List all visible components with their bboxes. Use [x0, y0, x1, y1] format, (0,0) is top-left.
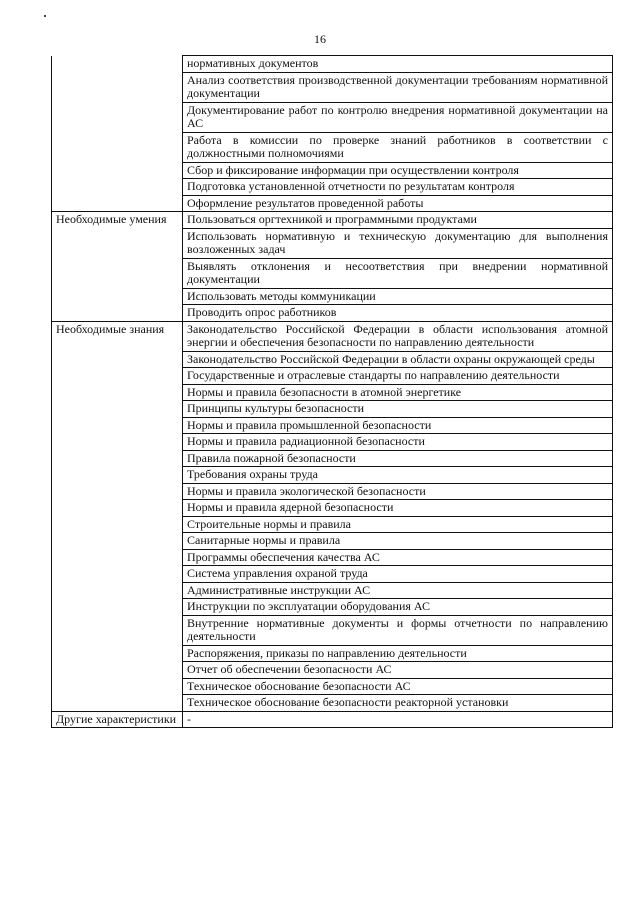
section-label: Необходимые умения: [52, 212, 183, 322]
scan-dot: [44, 15, 46, 17]
table-row: [52, 56, 613, 73]
section-item: Распоряжения, приказы по направлению деятельности: [183, 645, 613, 662]
section-item: нормативных документов: [183, 56, 613, 73]
section-label: Необходимые знания: [52, 321, 183, 711]
section-item: Нормы и правила экологической безопасности: [183, 483, 613, 500]
section-item: Административные инструкции АС: [183, 582, 613, 599]
section-item: Проводить опрос работников: [183, 305, 613, 322]
section-item: Законодательство Российской Федерации в области использования атомной энергии и обеспечения безопасности по направлению деятельности: [183, 321, 613, 351]
section-label: Другие характеристики: [52, 711, 183, 728]
section-item: Нормы и правила безопасности в атомной энергетике: [183, 384, 613, 401]
section-item: Документирование работ по контролю внедрения нормативной документации на АС: [183, 102, 613, 132]
section-item: Отчет об обеспечении безопасности АС: [183, 662, 613, 679]
section-item: Подготовка установленной отчетности по результатам контроля: [183, 179, 613, 196]
table-row: [52, 212, 613, 229]
section-item: Программы обеспечения качества АС: [183, 549, 613, 566]
section-item: Принципы культуры безопасности: [183, 401, 613, 418]
section-item: Техническое обоснование безопасности реакторной установки: [183, 695, 613, 712]
section-item: Сбор и фиксирование информации при осуществлении контроля: [183, 162, 613, 179]
section-item: -: [183, 711, 613, 728]
section-item: Правила пожарной безопасности: [183, 450, 613, 467]
section-item: Использовать методы коммуникации: [183, 288, 613, 305]
section-item: Нормы и правила промышленной безопасности: [183, 417, 613, 434]
section-item: Работа в комиссии по проверке знаний работников в соответствии с должностными полномочиями: [183, 132, 613, 162]
competency-table: [51, 55, 613, 728]
section-item: Строительные нормы и правила: [183, 516, 613, 533]
section-item: Нормы и правила радиационной безопасности: [183, 434, 613, 451]
section-item: Внутренние нормативные документы и формы отчетности по направлению деятельности: [183, 615, 613, 645]
section-label: [52, 56, 183, 212]
section-item: Использовать нормативную и техническую документацию для выполнения возложенных задач: [183, 228, 613, 258]
table-row: [52, 321, 613, 351]
section-item: Система управления охраной труда: [183, 566, 613, 583]
section-item: Пользоваться оргтехникой и программными продуктами: [183, 212, 613, 229]
section-item: Оформление результатов проведенной работы: [183, 195, 613, 212]
section-item: Государственные и отраслевые стандарты по направлению деятельности: [183, 368, 613, 385]
section-item: Выявлять отклонения и несоответствия при внедрении нормативной документации: [183, 258, 613, 288]
section-item: Санитарные нормы и правила: [183, 533, 613, 550]
section-item: Требования охраны труда: [183, 467, 613, 484]
section-item: Анализ соответствия производственной документации требованиям нормативной документации: [183, 72, 613, 102]
table-body: [52, 56, 613, 728]
section-item: Техническое обоснование безопасности АС: [183, 678, 613, 695]
section-item: Нормы и правила ядерной безопасности: [183, 500, 613, 517]
table-row: [52, 711, 613, 728]
section-item: Законодательство Российской Федерации в области охраны окружающей среды: [183, 351, 613, 368]
section-item: Инструкции по эксплуатации оборудования АС: [183, 599, 613, 616]
page-number: 16: [314, 32, 326, 46]
